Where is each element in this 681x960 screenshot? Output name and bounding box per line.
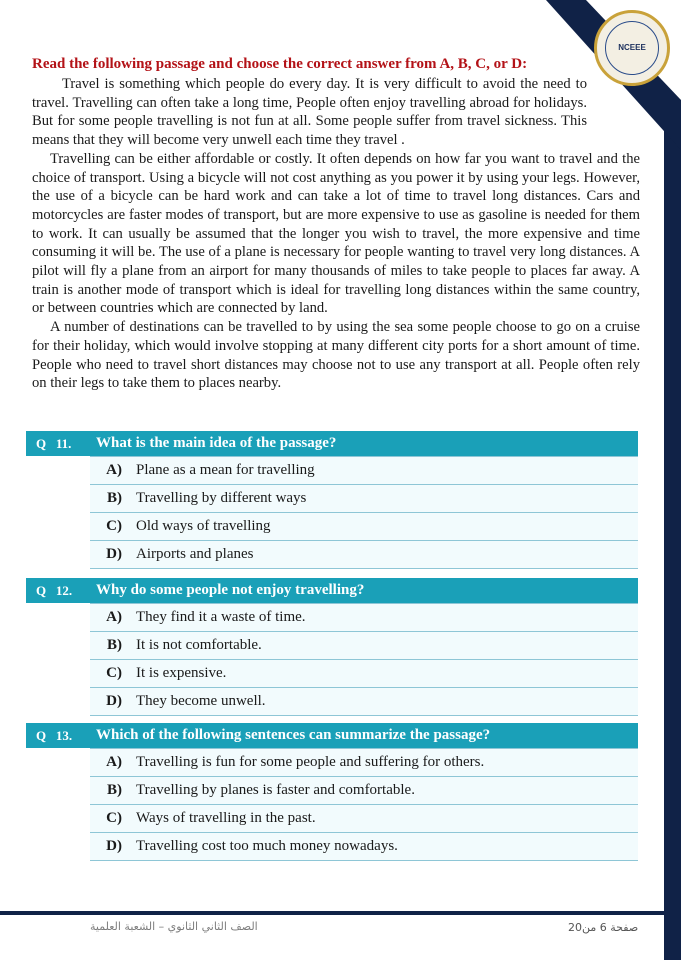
footer-grade-label: الصف الثاني الثانوي – الشعبة العلمية: [90, 920, 258, 933]
footer-page-number: صفحة 6 من20: [568, 921, 639, 934]
option-d[interactable]: D) Travelling cost too much money nowadays.: [90, 833, 638, 861]
option-a[interactable]: A) Plane as a mean for travelling: [90, 456, 638, 485]
question-13: [26, 723, 638, 861]
question-text: Which of the following sentences can summarize the passage?: [96, 727, 491, 743]
question-11: [26, 431, 638, 569]
question-text: Why do some people not enjoy travelling?: [96, 582, 365, 598]
question-number: Q 13.: [36, 727, 73, 743]
logo-text: NCEEE: [618, 43, 646, 52]
option-a[interactable]: A) They find it a waste of time.: [90, 603, 638, 632]
question-number: Q 11.: [36, 435, 72, 451]
option-b[interactable]: B) Travelling by different ways: [90, 485, 638, 513]
passage-paragraph-3: A number of destinations can be travelled to by using the sea some people choose to go on a cruise for their holiday, which would involve stopping at many different city ports for a short amount of time. People who need to travel short distances may choose not to use any transport at all. People often rely on their legs to take them to places nearby.: [32, 319, 640, 392]
question-number: Q 12.: [36, 582, 73, 598]
question-header: [26, 578, 638, 603]
option-b[interactable]: B) It is not comfortable.: [90, 632, 638, 660]
instruction-heading: Read the following passage and choose the correct answer from A, B, C, or D:: [32, 56, 528, 72]
option-d[interactable]: D) Airports and planes: [90, 541, 638, 569]
footer-divider: [0, 911, 664, 915]
question-text: What is the main idea of the passage?: [96, 435, 337, 451]
option-b[interactable]: B) Travelling by planes is faster and comfortable.: [90, 777, 638, 805]
question-header: [26, 723, 638, 748]
option-a[interactable]: A) Travelling is fun for some people and suffering for others.: [90, 748, 638, 777]
reading-passage: [32, 75, 640, 393]
question-12: [26, 578, 638, 716]
option-c[interactable]: C) Ways of travelling in the past.: [90, 805, 638, 833]
option-d[interactable]: D) They become unwell.: [90, 688, 638, 716]
passage-paragraph-2: Travelling can be either affordable or costly. It often depends on how far you want to travel and the choice of transport. Using a bicycle will not cost anything as you power it by using your legs. However, the use of a bicycle can be hard work and can take a lot of time to travel long distances. Cars and motorcycles are faster modes of transport, but are more expensive to use as gasoline is needed for them to work. It can usually be assumed that the longer you wish to travel, the more expensive and time consuming it will be. The use of a plane is necessary for people wanting to travel very long distances. A pilot will fly a plane from an airport for many thousands of miles to take people to places far away. A train is another mode of transport which is ideal for travelling long distances within the same country, or between countries which are connected by land.: [32, 150, 640, 317]
option-c[interactable]: C) Old ways of travelling: [90, 513, 638, 541]
passage-paragraph-1: Travel is something which people do every day. It is very difficult to avoid the need to travel. Travelling can often take a long time, People often enjoy travelling abroad for holidays. But for some people travelling is not fun at all. Some people suffer from travel sickness. This means that they will become very unwell each time they travel .: [32, 76, 587, 149]
question-header: [26, 431, 638, 456]
option-c[interactable]: C) It is expensive.: [90, 660, 638, 688]
